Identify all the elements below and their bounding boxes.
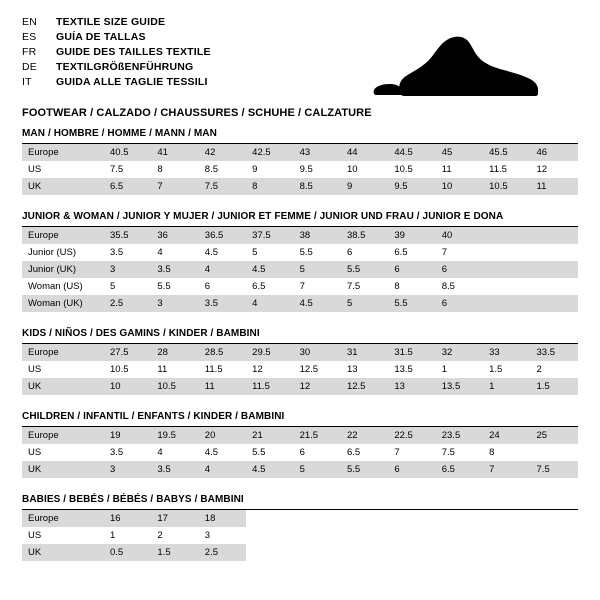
row-label: Europe — [22, 227, 104, 244]
size-cell: 12 — [531, 161, 578, 178]
group-title: MAN / HOMBRE / HOMME / MANN / MAN — [22, 128, 578, 144]
size-cell: 10.5 — [151, 378, 198, 395]
size-cell: 5.5 — [294, 244, 341, 261]
language-title: TEXTILGRÖßENFÜHRUNG — [56, 61, 194, 73]
size-group-man — [22, 128, 578, 195]
size-cell: 4.5 — [199, 444, 246, 461]
size-cell: 7.5 — [199, 178, 246, 195]
size-cell — [531, 278, 578, 295]
size-cell: 43 — [294, 144, 341, 161]
row-label: Europe — [22, 144, 104, 161]
size-cell: 11.5 — [246, 378, 293, 395]
language-code: FR — [22, 46, 37, 58]
size-cell: 40 — [436, 227, 483, 244]
size-cell: 4.5 — [199, 244, 246, 261]
footwear-heading: FOOTWEAR / CALZADO / CHAUSSURES / SCHUHE / CALZATURE — [22, 107, 372, 119]
table-row — [22, 161, 578, 178]
size-cell: 7 — [151, 178, 198, 195]
size-cell: 4 — [151, 444, 198, 461]
size-cell: 4.5 — [246, 461, 293, 478]
size-cell: 3 — [104, 461, 151, 478]
language-code: ES — [22, 31, 37, 43]
size-cell: 4 — [151, 244, 198, 261]
size-cell: 9 — [341, 178, 388, 195]
size-cell: 17 — [151, 510, 198, 527]
size-cell-empty — [388, 510, 435, 527]
table-row — [22, 295, 578, 312]
size-cell: 42.5 — [246, 144, 293, 161]
table-row — [22, 227, 578, 244]
size-cell: 10 — [104, 378, 151, 395]
size-cell: 12 — [294, 378, 341, 395]
size-cell: 3.5 — [104, 444, 151, 461]
row-label: Woman (US) — [22, 278, 104, 295]
language-code: DE — [22, 61, 37, 73]
row-label: US — [22, 361, 104, 378]
size-cell: 18 — [199, 510, 246, 527]
size-cell: 37.5 — [246, 227, 293, 244]
size-cell: 1 — [436, 361, 483, 378]
table-row — [22, 344, 578, 361]
size-cell: 5 — [104, 278, 151, 295]
size-cell: 12 — [246, 361, 293, 378]
size-cell: 8 — [483, 444, 530, 461]
size-cell: 13.5 — [436, 378, 483, 395]
size-cell: 4 — [199, 261, 246, 278]
size-cell: 6.5 — [436, 461, 483, 478]
table-row — [22, 461, 578, 478]
size-cell: 8 — [151, 161, 198, 178]
group-title: CHILDREN / INFANTIL / ENFANTS / KINDER / BAMBINI — [22, 411, 578, 427]
size-cell: 5 — [294, 261, 341, 278]
table-row — [22, 527, 578, 544]
size-cell: 3.5 — [104, 244, 151, 261]
size-table — [22, 427, 578, 478]
size-cell: 7.5 — [531, 461, 578, 478]
group-title: BABIES / BEBÉS / BÉBÉS / BABYS / BAMBINI — [22, 494, 578, 510]
size-cell: 12.5 — [294, 361, 341, 378]
language-title-list — [22, 16, 211, 91]
size-cell: 6 — [436, 261, 483, 278]
table-row — [22, 427, 578, 444]
size-cell: 7 — [483, 461, 530, 478]
table-row — [22, 361, 578, 378]
row-label: UK — [22, 544, 104, 561]
size-cell: 5.5 — [151, 278, 198, 295]
size-cell — [483, 244, 530, 261]
size-cell — [483, 295, 530, 312]
size-cell-empty — [341, 510, 388, 527]
size-cell: 6 — [341, 244, 388, 261]
size-cell: 7.5 — [104, 161, 151, 178]
language-row — [22, 16, 211, 31]
size-cell — [531, 227, 578, 244]
table-row — [22, 144, 578, 161]
table-row — [22, 544, 578, 561]
size-cell: 3.5 — [199, 295, 246, 312]
size-cell: 8.5 — [199, 161, 246, 178]
size-cell: 41 — [151, 144, 198, 161]
row-label: UK — [22, 378, 104, 395]
size-cell: 2.5 — [199, 544, 246, 561]
size-cell: 40.5 — [104, 144, 151, 161]
size-cell: 25 — [531, 427, 578, 444]
size-cell: 11 — [531, 178, 578, 195]
row-label: Woman (UK) — [22, 295, 104, 312]
size-cell: 28 — [151, 344, 198, 361]
size-group-kids — [22, 328, 578, 395]
row-label: UK — [22, 461, 104, 478]
table-row — [22, 261, 578, 278]
size-cell: 5 — [341, 295, 388, 312]
language-row — [22, 61, 211, 76]
size-cell — [483, 227, 530, 244]
size-cell: 11 — [151, 361, 198, 378]
size-cell-empty — [294, 527, 341, 544]
size-cell-empty — [436, 527, 483, 544]
row-label: Europe — [22, 427, 104, 444]
size-cell — [531, 244, 578, 261]
size-cell: 11.5 — [483, 161, 530, 178]
size-cell — [483, 278, 530, 295]
size-cell-empty — [388, 544, 435, 561]
size-cell: 10.5 — [483, 178, 530, 195]
size-table — [22, 144, 578, 195]
size-cell: 22 — [341, 427, 388, 444]
language-row — [22, 31, 211, 46]
size-cell: 5 — [294, 461, 341, 478]
size-table — [22, 344, 578, 395]
size-cell: 9.5 — [294, 161, 341, 178]
size-cell: 10.5 — [104, 361, 151, 378]
size-cell: 38.5 — [341, 227, 388, 244]
language-title: GUIDE DES TAILLES TEXTILE — [56, 46, 211, 58]
row-label: Junior (UK) — [22, 261, 104, 278]
dress-shoe-icon — [362, 34, 542, 100]
size-cell-empty — [341, 527, 388, 544]
size-cell: 2.5 — [104, 295, 151, 312]
size-cell: 22.5 — [388, 427, 435, 444]
size-cell: 6.5 — [246, 278, 293, 295]
size-cell: 9 — [246, 161, 293, 178]
size-cell: 1.5 — [483, 361, 530, 378]
size-cell: 10.5 — [388, 161, 435, 178]
table-row — [22, 510, 578, 527]
row-label: Junior (US) — [22, 244, 104, 261]
size-cell: 1.5 — [151, 544, 198, 561]
size-cell: 11.5 — [199, 361, 246, 378]
size-cell: 20 — [199, 427, 246, 444]
size-cell: 44 — [341, 144, 388, 161]
size-cell: 46 — [531, 144, 578, 161]
size-cell: 21 — [246, 427, 293, 444]
size-cell-empty — [246, 544, 293, 561]
size-cell: 2 — [151, 527, 198, 544]
size-cell: 1 — [104, 527, 151, 544]
table-row — [22, 278, 578, 295]
size-cell: 16 — [104, 510, 151, 527]
size-cell: 30 — [294, 344, 341, 361]
size-cell: 3.5 — [151, 261, 198, 278]
size-cell: 44.5 — [388, 144, 435, 161]
size-cell: 5.5 — [341, 461, 388, 478]
language-title: TEXTILE SIZE GUIDE — [56, 16, 166, 28]
size-group-children — [22, 411, 578, 478]
size-cell-empty — [531, 544, 578, 561]
size-cell: 9.5 — [388, 178, 435, 195]
size-cell: 8.5 — [294, 178, 341, 195]
language-code: IT — [22, 76, 32, 88]
size-cell: 11 — [436, 161, 483, 178]
size-table — [22, 510, 578, 561]
row-label: Europe — [22, 510, 104, 527]
size-cell: 2 — [531, 361, 578, 378]
size-cell — [531, 444, 578, 461]
size-cell: 3 — [104, 261, 151, 278]
size-cell: 10 — [341, 161, 388, 178]
size-cell-empty — [294, 544, 341, 561]
size-cell: 6.5 — [104, 178, 151, 195]
language-row — [22, 46, 211, 61]
group-title: KIDS / NIÑOS / DES GAMINS / KINDER / BAMBINI — [22, 328, 578, 344]
size-cell: 8 — [388, 278, 435, 295]
size-cell: 7 — [388, 444, 435, 461]
size-cell-empty — [246, 510, 293, 527]
size-cell: 45.5 — [483, 144, 530, 161]
size-cell: 0.5 — [104, 544, 151, 561]
group-title: JUNIOR & WOMAN / JUNIOR Y MUJER / JUNIOR ET FEMME / JUNIOR UND FRAU / JUNIOR E DONA — [22, 211, 578, 227]
size-cell-empty — [246, 527, 293, 544]
row-label: US — [22, 161, 104, 178]
header — [22, 16, 578, 119]
size-cell: 19 — [104, 427, 151, 444]
size-cell: 3 — [151, 295, 198, 312]
size-cell: 35.5 — [104, 227, 151, 244]
size-cell: 6 — [388, 461, 435, 478]
language-code: EN — [22, 16, 37, 28]
size-cell: 1 — [483, 378, 530, 395]
size-cell: 4 — [199, 461, 246, 478]
size-cell: 8 — [246, 178, 293, 195]
size-cell: 13 — [341, 361, 388, 378]
size-cell: 33 — [483, 344, 530, 361]
size-cell — [531, 261, 578, 278]
size-cell: 33.5 — [531, 344, 578, 361]
size-cell: 5.5 — [388, 295, 435, 312]
size-cell: 31 — [341, 344, 388, 361]
size-cell — [483, 261, 530, 278]
row-label: Europe — [22, 344, 104, 361]
row-label: UK — [22, 178, 104, 195]
row-label: US — [22, 527, 104, 544]
size-cell: 36.5 — [199, 227, 246, 244]
size-cell: 28.5 — [199, 344, 246, 361]
size-cell: 6 — [294, 444, 341, 461]
size-cell: 7.5 — [436, 444, 483, 461]
size-cell-empty — [531, 510, 578, 527]
size-cell-empty — [483, 510, 530, 527]
size-cell: 31.5 — [388, 344, 435, 361]
size-cell: 27.5 — [104, 344, 151, 361]
size-cell-empty — [436, 510, 483, 527]
size-cell: 45 — [436, 144, 483, 161]
size-cell: 19.5 — [151, 427, 198, 444]
size-cell-empty — [388, 527, 435, 544]
size-cell: 32 — [436, 344, 483, 361]
size-cell-empty — [483, 527, 530, 544]
size-cell-empty — [341, 544, 388, 561]
size-cell: 4.5 — [246, 261, 293, 278]
row-label: US — [22, 444, 104, 461]
size-cell: 6 — [199, 278, 246, 295]
size-cell: 10 — [436, 178, 483, 195]
size-cell: 23.5 — [436, 427, 483, 444]
size-cell: 6.5 — [388, 244, 435, 261]
size-cell-empty — [294, 510, 341, 527]
size-cell: 6 — [388, 261, 435, 278]
size-cell: 24 — [483, 427, 530, 444]
size-cell: 5 — [246, 244, 293, 261]
size-cell: 6.5 — [341, 444, 388, 461]
size-cell-empty — [531, 527, 578, 544]
size-cell: 1.5 — [531, 378, 578, 395]
table-row — [22, 378, 578, 395]
size-cell: 13 — [388, 378, 435, 395]
size-cell: 7 — [294, 278, 341, 295]
table-row — [22, 244, 578, 261]
size-cell: 5.5 — [246, 444, 293, 461]
size-cell: 11 — [199, 378, 246, 395]
size-cell: 29.5 — [246, 344, 293, 361]
size-cell: 6 — [436, 295, 483, 312]
table-row — [22, 178, 578, 195]
language-title: GUÍA DE TALLAS — [56, 31, 146, 43]
size-cell: 39 — [388, 227, 435, 244]
size-group-junior-woman — [22, 211, 578, 312]
size-cell: 12.5 — [341, 378, 388, 395]
size-cell: 8.5 — [436, 278, 483, 295]
size-cell — [531, 295, 578, 312]
size-cell: 13.5 — [388, 361, 435, 378]
size-cell: 4.5 — [294, 295, 341, 312]
size-cell: 38 — [294, 227, 341, 244]
size-cell: 5.5 — [341, 261, 388, 278]
size-cell: 21.5 — [294, 427, 341, 444]
language-title: GUIDA ALLE TAGLIE TESSILI — [56, 76, 208, 88]
size-cell: 7.5 — [341, 278, 388, 295]
size-cell: 36 — [151, 227, 198, 244]
size-cell: 4 — [246, 295, 293, 312]
size-cell-empty — [483, 544, 530, 561]
size-cell-empty — [436, 544, 483, 561]
size-cell: 3.5 — [151, 461, 198, 478]
size-group-babies — [22, 494, 578, 561]
size-table — [22, 227, 578, 312]
size-cell: 42 — [199, 144, 246, 161]
table-row — [22, 444, 578, 461]
size-cell: 3 — [199, 527, 246, 544]
language-row — [22, 76, 211, 91]
size-cell: 7 — [436, 244, 483, 261]
